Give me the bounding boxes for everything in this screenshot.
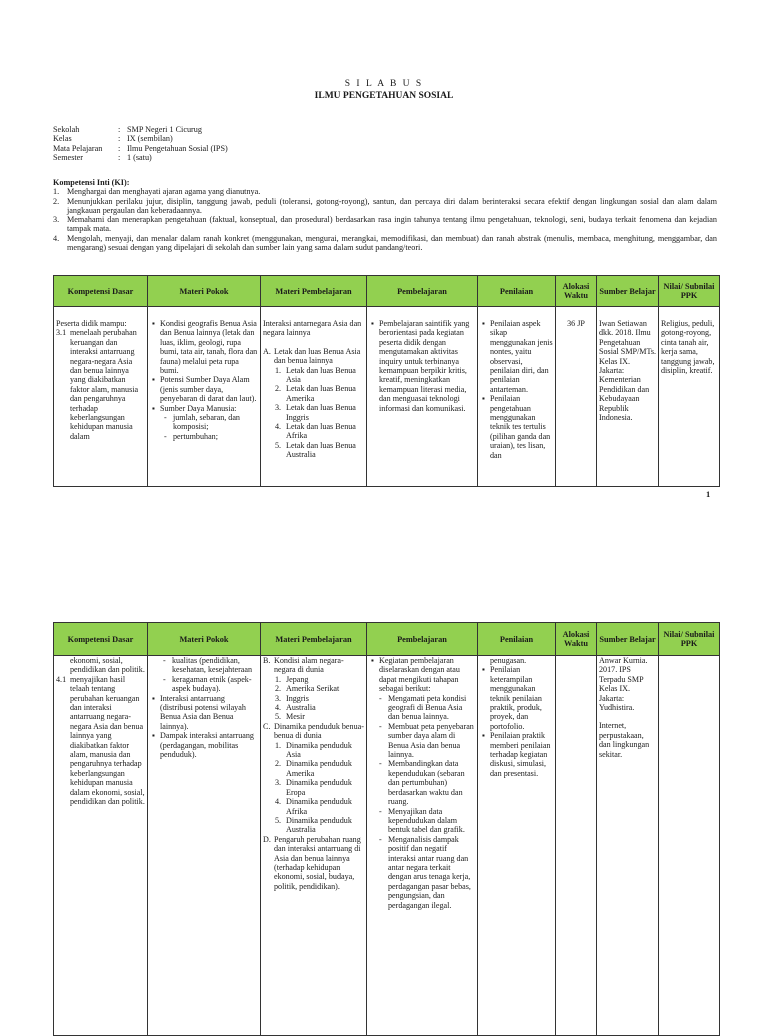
col-header: Materi Pokok bbox=[148, 276, 261, 307]
info-value: 1 (satu) bbox=[127, 153, 152, 163]
info-value: SMP Negeri 1 Cicurug bbox=[127, 125, 202, 134]
info-row: Mata Pelajaran : Ilmu Pengetahuan Sosial (IPS) bbox=[53, 143, 228, 153]
col-header: Alokasi Waktu bbox=[556, 623, 597, 656]
col-header: Pembelajaran bbox=[367, 623, 478, 656]
materi-pembelajaran-cell: B. Kondisi alam negara-negara di dunia 1. Jepang 2. Amerika Serikat 3. Inggris 4. Australia 5. Mesir C. Dinamika penduduk benua-benua di dunia 1. Dinamika penduduk Asia 2. Dinamika penduduk Amerika 3. Dinamika penduduk Eropa 4. Dinamika penduduk Afrika 5. Dinamika penduduk Australia D. Pengaruh perubahan ruang dan interaksi antarruang di Asia dan benua lainnya (terhadap kehidupan ekonomi, sosial, budaya, politik, pendidikan). bbox=[261, 656, 367, 1036]
nilai-ppk-cell: Religius, peduli, gotong-royong, cinta tanah air, kerja sama, tanggung jawab, disiplin, kreatif. bbox=[659, 307, 720, 487]
pembelajaran-cell: ▪ Kegiatan pembelajaran diselaraskan dengan atau dapat mengikuti tahapan sebagai berikut: - Mengamati peta kondisi geografi di Benua Asia dan benua lainnya. - Membuat peta penyebaran sumber daya alam di Benua Asia dan benua lainnya. - Membandingkan data kependudukan (sebaran dan pertumbuhan) berdasarkan waktu dan ruang. - Menyajikan data kependudukan dalam bentuk tabel dan grafik. - Menganalisis dampak positif dan negatif interaksi antar ruang dan antar negara terkait dengan arus tenaga kerja, perdagangan pasar bebas, pengungsian, dan perdagangan ilegal. bbox=[367, 656, 478, 1036]
materi-pokok-cell: - kualitas (pendidikan, kesehatan, kesejahteraan - keragaman etnik (aspek-aspek budaya). ▪ Interaksi antarruang (distribusi potensi wilayah Benua Asia dan Benua lainnya). ▪ Dampak interaksi antarruang (perdagangan, mobilitas penduduk). bbox=[148, 656, 261, 1036]
info-row: Semester : 1 (satu) bbox=[53, 153, 152, 163]
table-header-row bbox=[54, 276, 720, 307]
syllabus-table-1 bbox=[53, 275, 720, 487]
col-header: Nilai/ Subnilai PPK bbox=[659, 276, 720, 307]
alokasi-waktu-cell bbox=[556, 656, 597, 1036]
col-header: Materi Pembelajaran bbox=[261, 623, 367, 656]
col-header: Sumber Belajar bbox=[597, 623, 659, 656]
col-header: Sumber Belajar bbox=[597, 276, 659, 307]
col-header: Alokasi Waktu bbox=[556, 276, 597, 307]
ki-item: 2. Menunjukkan perilaku jujur, disiplin, tanggung jawab, peduli (toleransi, gotong-royong), santun, dan percaya diri dalam berinteraksi secara efektif dengan lingkungan sosial dan alam dalam jangkauan pergaulan dan keberadaannya. bbox=[53, 196, 717, 215]
materi-pembelajaran-cell: Interaksi antarnegara Asia dan negara lainnya A. Letak dan luas Benua Asia dan benua lainnya 1. Letak dan luas Benua Asia 2. Letak dan luas Benua Amerika 3. Letak dan luas Benua Inggris 4. Letak dan luas Benua Afrika 5. Letak dan luas Benua Australia bbox=[261, 307, 367, 487]
sumber-belajar-cell: Iwan Setiawan dkk. 2018. Ilmu Pengetahuan Sosial SMP/MTs. Kelas IX. Jakarta: Kementerian Pendidikan dan Kebudayaan Republik Indonesia. bbox=[597, 307, 659, 487]
penilaian-cell: penugasan. ▪ Penilaian keterampilan menggunakan teknik penilaian praktik, produk, proyek, dan portofolio. ▪ Penilaian praktik memberi penilaian terhadap kegiatan diskusi, simulasi, dan presentasi. bbox=[478, 656, 556, 1036]
col-header: Penilaian bbox=[478, 276, 556, 307]
table-row bbox=[54, 656, 720, 1036]
col-header: Penilaian bbox=[478, 623, 556, 656]
info-label: Mata Pelajaran bbox=[53, 143, 103, 153]
info-label: Sekolah bbox=[53, 125, 80, 134]
kd-cell: Peserta didik mampu: 3.1 menelaah perubahan keruangan dan interaksi antarruang negara-negara Asia dan benua lainnya yang diakibatkan faktor alam, manusia dan pengaruhnya terhadap keberlangsungan kehidupan manusia dalam bbox=[54, 307, 148, 487]
table-row bbox=[54, 307, 720, 487]
page-number: 1 bbox=[706, 489, 711, 499]
document-title: S I L A B U S bbox=[344, 79, 424, 89]
table-header-row bbox=[54, 623, 720, 656]
ki-item: 4. Mengolah, menyaji, dan menalar dalam ranah konkret (menggunakan, mengurai, merangkai, memodifikasi, dan membuat) dan ranah abstrak (menulis, membaca, menghitung, menggambar, dan mengarang) sesuai dengan yang dipelajari di sekolah dan sumber lain yang sama dalam sudut pandang/teori. bbox=[53, 233, 717, 253]
info-label: Kelas bbox=[53, 134, 72, 144]
info-value: IX (sembilan) bbox=[127, 134, 173, 144]
penilaian-cell: ▪ Penilaian aspek sikap menggunakan jenis nontes, yaitu observasi, penilaian diri, dan penilaian antarteman. ▪ Penilaian pengetahuan menggunakan teknik tes tertulis (pilihan ganda dan uraian), tes lisan, dan bbox=[478, 307, 556, 487]
info-label: Semester bbox=[53, 153, 84, 163]
kd-cell: ekonomi, sosial, pendidikan dan politik. 4.1 menyajikan hasil telaah tentang perubahan keruangan dan interaksi antarruang negara-negara Asia dan benua lainnya yang diakibatkan faktor alam, manusia dan pengaruhnya terhadap keberlangsungan kehidupan manusia dalam ekonomi, sosial, pendidikan dan politik. bbox=[54, 656, 148, 1036]
identity-block bbox=[53, 125, 228, 163]
col-header: Pembelajaran bbox=[367, 276, 478, 307]
materi-pokok-cell: ▪ Kondisi geografis Benua Asia dan Benua lainnya (letak dan luas, iklim, geologi, rupa bumi, tata air, tanah, flora dan fauna) melalui peta rupa bumi. ▪ Potensi Sumber Daya Alam (jenis sumber daya, penyebaran di darat dan laut). ▪ Sumber Daya Manusia: - jumlah, sebaran, dan komposisi; - pertumbuhan; bbox=[148, 307, 261, 487]
document-subtitle: ILMU PENGETAHUAN SOSIAL bbox=[314, 91, 454, 101]
nilai-ppk-cell bbox=[659, 656, 720, 1036]
col-header: Kompetensi Dasar bbox=[54, 623, 148, 656]
syllabus-table-2 bbox=[53, 622, 720, 1036]
ki-item: 3. Memahami dan menerapkan pengetahuan (faktual, konseptual, dan prosedural) berdasarkan rasa ingin tahunya tentang ilmu pengetahuan, teknologi, seni, budaya terkait fenomena dan kejadian tampak mata. bbox=[53, 215, 717, 234]
col-header: Materi Pembelajaran bbox=[261, 276, 367, 307]
ki-item: 1. Menghargai dan menghayati ajaran agama yang dianutnya. bbox=[53, 187, 261, 197]
info-value: Ilmu Pengetahuan Sosial (IPS) bbox=[127, 143, 228, 153]
col-header: Materi Pokok bbox=[148, 623, 261, 656]
sumber-belajar-cell: Anwar Kurnia. 2017. IPS Terpadu SMP Kelas IX. Jakarta: Yudhistira. Internet, perpustakaan, dan lingkungan sekitar. bbox=[597, 656, 659, 1036]
ki-heading: Kompetensi Inti (KI): bbox=[53, 178, 130, 187]
info-row: Sekolah : SMP Negeri 1 Cicurug bbox=[53, 125, 202, 134]
alokasi-waktu-cell: 36 JP bbox=[556, 307, 597, 487]
col-header: Kompetensi Dasar bbox=[54, 276, 148, 307]
info-row: Kelas : IX (sembilan) bbox=[53, 134, 173, 144]
pembelajaran-cell: ▪ Pembelajaran saintifik yang berorientasi pada kegiatan peserta didik dengan mengutamakan aktivitas inquiry untuk terbinanya kemampuan berpikir kritis, kreatif, meningkatkan kemampuan literasi media, dan menguasai teknologi informasi dan komunikasi. bbox=[367, 307, 478, 487]
col-header: Nilai/ Subnilai PPK bbox=[659, 623, 720, 656]
kompetensi-inti bbox=[53, 178, 717, 252]
